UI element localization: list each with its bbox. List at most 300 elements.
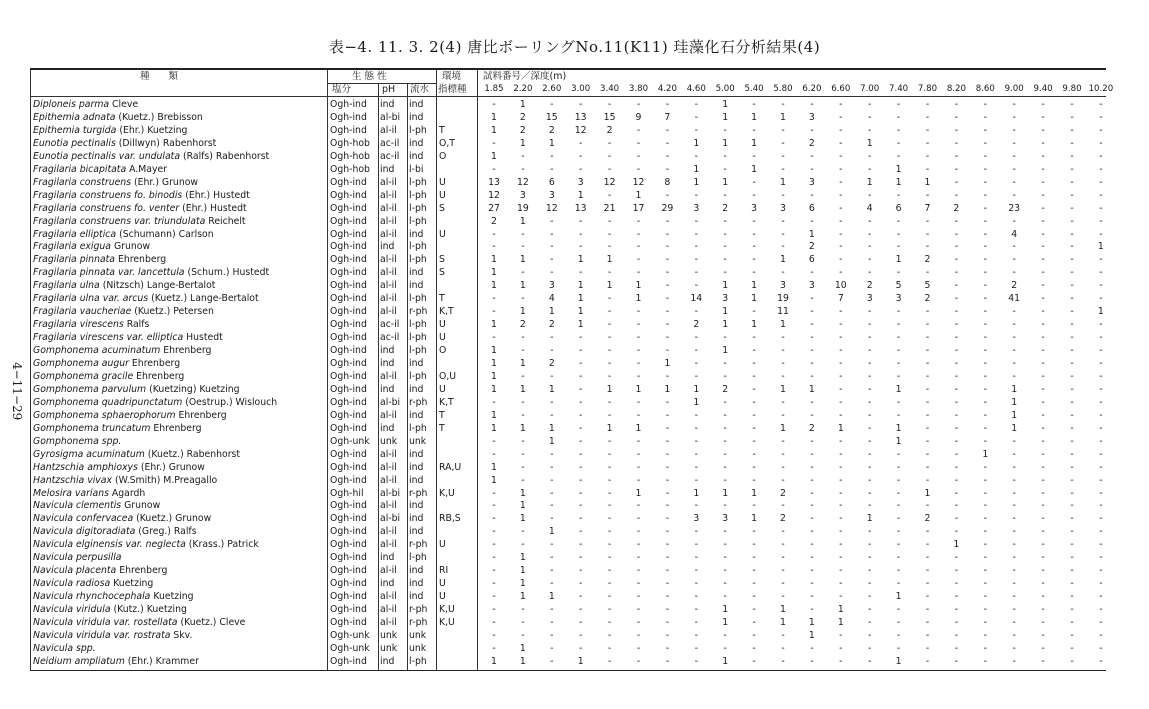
count-cell: 1: [780, 617, 786, 628]
count-cell: 3: [519, 189, 526, 201]
count-cell: -: [983, 552, 987, 564]
table-row: [30, 577, 1106, 590]
count-cell: -: [607, 137, 612, 149]
count-cell: -: [1070, 319, 1074, 331]
count-cell: -: [781, 629, 785, 641]
depth-header-cell: 9.80: [1062, 84, 1082, 94]
count-cell: -: [954, 124, 959, 136]
count-cell: 3: [722, 513, 729, 525]
count-cell: -: [983, 215, 987, 227]
count-cell: -: [694, 111, 698, 123]
species-name-cell: [33, 642, 96, 655]
count-cell: -: [694, 228, 698, 240]
count-cell: -: [1012, 370, 1016, 382]
species-name: Navicula viridula: [33, 604, 111, 616]
count-cell: 1: [491, 655, 497, 667]
count-cell: 1: [751, 487, 758, 499]
indicator-cell: K,U: [439, 617, 455, 628]
count-cell: -: [723, 448, 727, 460]
count-cell: -: [665, 163, 670, 175]
species-author: Grunow: [121, 500, 161, 512]
count-cell: 1: [722, 345, 729, 357]
flow-cell: ind: [409, 228, 424, 240]
count-cell: -: [665, 150, 670, 162]
count-cell: -: [607, 578, 612, 590]
count-cell: -: [665, 215, 670, 227]
count-cell: -: [694, 267, 698, 279]
species-author: (Oestrup.) Wislouch: [182, 396, 278, 408]
species-author: (Kuetzing) Kuetzing: [146, 383, 240, 395]
count-cell: -: [1041, 241, 1045, 253]
count-cell: -: [810, 332, 814, 344]
count-cell: 19: [516, 202, 529, 214]
count-cell: -: [781, 655, 785, 667]
count-cell: 1: [491, 422, 497, 434]
count-cell: -: [925, 552, 930, 564]
count-cell: -: [1070, 435, 1074, 447]
count-cell: -: [665, 448, 670, 460]
count-cell: -: [839, 99, 843, 110]
count-cell: 27: [488, 202, 500, 214]
count-cell: 2: [519, 319, 526, 331]
count-cell: -: [1012, 642, 1016, 654]
count-cell: 3: [808, 176, 815, 188]
count-cell: -: [925, 409, 930, 421]
count-cell: -: [1070, 358, 1074, 369]
count-cell: 1: [837, 617, 844, 628]
species-name: Navicula clementis: [33, 500, 122, 512]
indicator-cell: O: [439, 345, 447, 357]
count-cell: -: [925, 539, 930, 551]
count-cell: -: [896, 332, 901, 344]
count-cell: -: [665, 124, 670, 136]
count-cell: -: [665, 280, 670, 292]
count-cell: 6: [548, 176, 555, 188]
count-cell: -: [983, 642, 987, 654]
count-cell: 9: [635, 111, 642, 123]
count-cell: -: [839, 526, 843, 538]
count-cell: -: [636, 370, 641, 382]
count-cell: 1: [491, 345, 497, 357]
count-cell: 1: [693, 383, 700, 395]
salinity-cell: Ogh-unk: [330, 629, 370, 641]
flow-cell: ind: [409, 591, 424, 603]
count-cell: -: [954, 461, 959, 473]
count-cell: -: [694, 526, 698, 538]
count-cell: 1: [519, 552, 526, 564]
count-cell: -: [550, 345, 554, 357]
depth-header-cell: 5.40: [744, 84, 764, 94]
species-name-cell: [33, 124, 187, 137]
count-cell: -: [492, 642, 496, 654]
count-cell: -: [1070, 461, 1074, 473]
indicator-cell: U: [439, 176, 446, 188]
count-cell: -: [752, 306, 756, 318]
count-cell: -: [1099, 526, 1103, 538]
count-cell: -: [1041, 267, 1045, 279]
count-cell: -: [636, 526, 641, 538]
count-cell: 1: [895, 422, 902, 434]
count-cell: -: [839, 383, 843, 395]
ph-cell: al-il: [380, 448, 397, 460]
count-cell: -: [925, 306, 930, 318]
indicator-cell: RA,U: [439, 461, 462, 473]
count-cell: -: [896, 111, 901, 123]
species-name-cell: [33, 564, 167, 577]
count-cell: 6: [808, 202, 815, 214]
count-cell: -: [723, 370, 727, 382]
salinity-cell: Ogh-ind: [330, 461, 367, 473]
count-cell: -: [694, 448, 698, 460]
species-name-cell: [33, 137, 216, 150]
count-cell: -: [868, 254, 872, 266]
count-cell: -: [1041, 604, 1045, 616]
ph-cell: al-il: [380, 474, 397, 486]
count-cell: -: [954, 578, 959, 590]
species-name: Fragilaria vaucheriae: [33, 306, 132, 318]
count-cell: -: [1041, 358, 1045, 369]
count-cell: 1: [606, 254, 613, 266]
count-cell: -: [896, 461, 901, 473]
count-cell: -: [810, 448, 814, 460]
count-cell: -: [1099, 228, 1103, 240]
count-cell: -: [1099, 189, 1103, 201]
count-cell: -: [810, 642, 814, 654]
count-cell: -: [896, 552, 901, 564]
count-cell: 1: [635, 383, 642, 395]
count-cell: -: [665, 435, 670, 447]
count-cell: -: [1099, 111, 1103, 123]
depth-header-cell: 8.60: [975, 84, 995, 94]
count-cell: 12: [603, 176, 616, 188]
count-cell: -: [550, 552, 554, 564]
count-cell: -: [752, 189, 756, 201]
count-cell: -: [521, 370, 525, 382]
count-cell: -: [868, 409, 872, 421]
count-cell: -: [607, 500, 612, 512]
depth-header-cell: 4.60: [686, 84, 706, 94]
salinity-cell: Ogh-ind: [330, 293, 367, 305]
depth-header-cell: 2.20: [513, 84, 533, 94]
count-cell: -: [723, 215, 727, 227]
count-cell: 3: [722, 293, 729, 305]
count-cell: 1: [751, 163, 758, 175]
count-cell: -: [694, 215, 698, 227]
count-cell: 1: [635, 487, 642, 499]
count-cell: -: [896, 358, 901, 369]
species-name: Navicula rhynchocephala: [33, 591, 151, 603]
species-author: (Kuetz.) Cleve: [177, 617, 246, 628]
count-cell: -: [1012, 565, 1016, 577]
count-cell: -: [579, 163, 583, 175]
species-name-cell: [33, 461, 205, 474]
count-cell: -: [781, 150, 785, 162]
table-row: [30, 474, 1106, 487]
count-cell: -: [665, 629, 670, 641]
indicator-cell: O,U: [439, 370, 457, 382]
count-cell: -: [1070, 111, 1074, 123]
count-cell: -: [579, 617, 583, 628]
ph-cell: al-bi: [380, 396, 401, 408]
count-cell: -: [636, 358, 641, 369]
count-cell: -: [839, 202, 843, 214]
species-author: (W.Smith) M.Preagallo: [111, 474, 218, 486]
count-cell: -: [723, 526, 727, 538]
table-row: [30, 137, 1106, 150]
count-cell: -: [954, 370, 959, 382]
count-cell: -: [694, 500, 698, 512]
species-name: Fragilaria exigua: [33, 241, 111, 253]
count-cell: 1: [519, 99, 526, 110]
count-cell: 1: [722, 111, 729, 123]
count-cell: -: [607, 487, 612, 499]
count-cell: -: [868, 435, 872, 447]
salinity-cell: Ogh-ind: [330, 241, 367, 253]
species-name: Navicula spp.: [33, 642, 96, 654]
count-cell: -: [752, 176, 756, 188]
count-cell: -: [723, 461, 727, 473]
count-cell: 5: [895, 280, 902, 292]
count-cell: -: [1012, 655, 1016, 667]
count-cell: -: [723, 578, 727, 590]
species-name: Fragilaria construens fo. binodis: [33, 189, 183, 201]
count-cell: 1: [664, 383, 671, 395]
count-cell: -: [925, 474, 930, 486]
count-cell: -: [492, 552, 496, 564]
count-cell: -: [839, 565, 843, 577]
count-cell: -: [868, 370, 872, 382]
count-cell: -: [607, 150, 612, 162]
count-cell: 1: [693, 487, 700, 499]
count-cell: -: [1041, 500, 1045, 512]
count-cell: -: [1041, 306, 1045, 318]
count-cell: -: [983, 513, 987, 525]
count-cell: 1: [577, 254, 584, 266]
table-row: [30, 435, 1106, 448]
count-cell: -: [607, 228, 612, 240]
flow-cell: l-ph: [409, 176, 427, 188]
count-cell: -: [839, 241, 843, 253]
count-cell: 1: [519, 487, 526, 499]
ecology-header: 生 態 性: [352, 71, 387, 82]
count-cell: -: [752, 629, 756, 641]
species-name-cell: [33, 331, 223, 344]
species-name-cell: [33, 176, 198, 189]
indicator-cell: O,T: [439, 137, 455, 149]
count-cell: -: [896, 319, 901, 331]
table-row: [30, 370, 1106, 383]
count-cell: -: [636, 565, 641, 577]
count-cell: -: [1099, 202, 1103, 214]
count-cell: -: [636, 513, 641, 525]
count-cell: -: [579, 150, 583, 162]
count-cell: -: [810, 370, 814, 382]
count-cell: -: [636, 137, 641, 149]
count-cell: 1: [548, 422, 555, 434]
count-cell: -: [1070, 629, 1074, 641]
count-cell: -: [723, 435, 727, 447]
flow-cell: l-ph: [409, 202, 427, 214]
count-cell: -: [1041, 526, 1045, 538]
count-cell: -: [810, 358, 814, 369]
ph-cell: al-il: [380, 617, 397, 628]
count-cell: -: [1099, 293, 1103, 305]
count-cell: -: [579, 370, 583, 382]
count-cell: 2: [519, 124, 526, 136]
species-name-cell: [33, 512, 211, 525]
count-cell: 1: [751, 513, 758, 525]
count-cell: -: [636, 655, 641, 667]
salinity-cell: Ogh-ind: [330, 99, 367, 110]
env-header: 環境: [442, 71, 462, 82]
count-cell: -: [521, 267, 525, 279]
salinity-cell: Ogh-ind: [330, 332, 367, 344]
flow-cell: l-ph: [409, 422, 427, 434]
count-cell: -: [752, 552, 756, 564]
count-cell: -: [839, 137, 843, 149]
count-cell: -: [636, 539, 641, 551]
salinity-cell: Ogh-hil: [330, 487, 364, 499]
count-cell: -: [752, 241, 756, 253]
table-row: [30, 538, 1106, 551]
salinity-cell: Ogh-ind: [330, 111, 367, 123]
count-cell: 2: [606, 124, 613, 136]
count-cell: -: [579, 267, 583, 279]
count-cell: -: [1099, 280, 1103, 292]
count-cell: -: [1099, 500, 1103, 512]
indicator-cell: O: [439, 150, 447, 162]
count-cell: -: [607, 189, 612, 201]
count-cell: -: [839, 396, 843, 408]
species-author: Agardh: [108, 487, 146, 499]
count-cell: -: [896, 500, 901, 512]
salinity-cell: Ogh-ind: [330, 448, 367, 460]
count-cell: -: [579, 591, 583, 603]
count-cell: -: [781, 99, 785, 110]
count-cell: -: [810, 591, 814, 603]
count-cell: -: [954, 267, 959, 279]
count-cell: -: [607, 370, 612, 382]
count-cell: 2: [808, 422, 815, 434]
count-cell: -: [839, 370, 843, 382]
indicator-cell: K,T: [439, 306, 454, 318]
count-cell: -: [694, 552, 698, 564]
count-cell: -: [896, 150, 901, 162]
count-cell: 2: [722, 383, 729, 395]
count-cell: 1: [606, 280, 613, 292]
count-cell: -: [810, 539, 814, 551]
species-name: Eunotia pectinalis var. undulata: [33, 150, 181, 162]
count-cell: -: [694, 254, 698, 266]
count-cell: -: [607, 267, 612, 279]
count-cell: -: [781, 345, 785, 357]
count-cell: -: [868, 319, 872, 331]
count-cell: -: [983, 358, 987, 369]
species-name-cell: [33, 370, 184, 383]
indicator-cell: K,U: [439, 604, 455, 616]
count-cell: -: [752, 228, 756, 240]
count-cell: -: [983, 383, 987, 395]
indicator-cell: U: [439, 383, 446, 395]
count-cell: 1: [1011, 409, 1018, 421]
count-cell: -: [781, 241, 785, 253]
count-cell: -: [579, 345, 583, 357]
count-cell: -: [1041, 448, 1045, 460]
count-cell: -: [723, 124, 727, 136]
count-cell: -: [896, 241, 901, 253]
count-cell: -: [665, 461, 670, 473]
count-cell: 1: [895, 591, 902, 603]
count-cell: -: [1070, 526, 1074, 538]
count-cell: -: [954, 487, 959, 499]
count-cell: -: [839, 629, 843, 641]
species-author: Ehrenberg: [160, 345, 212, 357]
count-cell: -: [521, 604, 525, 616]
salinity-cell: Ogh-ind: [330, 306, 367, 318]
count-cell: -: [839, 539, 843, 551]
count-cell: -: [1041, 565, 1045, 577]
count-cell: -: [492, 617, 496, 628]
count-cell: -: [1070, 280, 1074, 292]
count-cell: -: [983, 474, 987, 486]
count-cell: 1: [491, 358, 497, 369]
count-cell: -: [868, 99, 872, 110]
count-cell: -: [925, 241, 930, 253]
count-cell: -: [665, 526, 670, 538]
count-cell: -: [954, 655, 959, 667]
count-cell: -: [839, 228, 843, 240]
count-cell: -: [1070, 306, 1074, 318]
count-cell: -: [492, 591, 496, 603]
flow-cell: ind: [409, 565, 424, 577]
count-cell: -: [1099, 124, 1103, 136]
species-author: Reichelt: [205, 215, 246, 227]
count-cell: -: [1041, 345, 1045, 357]
count-cell: -: [868, 383, 872, 395]
count-cell: 1: [780, 422, 786, 434]
count-cell: 1: [491, 150, 497, 162]
species-name: Gomphonema spp.: [33, 435, 122, 447]
count-cell: 12: [545, 202, 558, 214]
count-cell: -: [1041, 435, 1045, 447]
table-row: [30, 409, 1106, 422]
table-row: [30, 448, 1106, 461]
ph-cell: ind: [380, 655, 395, 667]
count-cell: 1: [548, 591, 555, 603]
count-cell: 1: [924, 487, 931, 499]
species-name: Navicula radiosa: [33, 578, 111, 590]
count-cell: -: [665, 500, 670, 512]
ph-cell: al-il: [380, 539, 397, 551]
count-cell: -: [752, 578, 756, 590]
count-cell: -: [723, 552, 727, 564]
count-cell: -: [492, 293, 496, 305]
count-cell: -: [550, 487, 554, 499]
count-cell: -: [521, 409, 525, 421]
species-author: (Kuetz.) Lange-Bertalot: [148, 293, 259, 305]
count-cell: -: [781, 565, 785, 577]
species-name-cell: [33, 396, 277, 409]
count-cell: -: [636, 409, 641, 421]
count-cell: -: [925, 629, 930, 641]
count-cell: -: [1041, 163, 1045, 175]
count-cell: -: [896, 228, 901, 240]
count-cell: 13: [488, 176, 500, 188]
count-cell: -: [983, 319, 987, 331]
count-cell: -: [1099, 513, 1103, 525]
count-cell: -: [1070, 137, 1074, 149]
count-cell: -: [579, 137, 583, 149]
